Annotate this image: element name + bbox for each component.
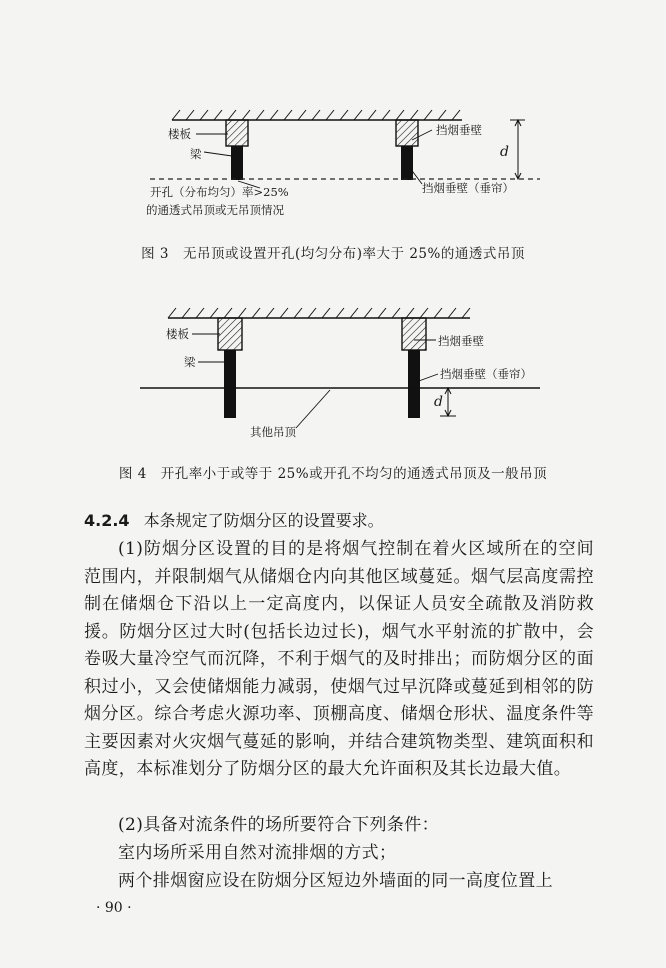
barrier-curtain-label: 挡烟垂壁（垂帘）: [422, 181, 514, 195]
other-ceiling-label: 其他吊顶: [250, 425, 296, 439]
figure-4: [0, 300, 666, 450]
beam-left: [218, 318, 242, 418]
beam-label: 梁: [190, 147, 202, 161]
figure-4-diagram: [0, 300, 666, 450]
beam-left: [226, 120, 248, 180]
beam-label: 梁: [184, 355, 196, 369]
paragraph-4: 两个排烟窗应设在防烟分区短边外墙面的同一高度位置上: [118, 871, 553, 891]
slab-label: 楼板: [166, 327, 189, 341]
paragraph-2: (2)具备对流条件的场所要符合下列条件：: [118, 815, 440, 835]
slab-line: [168, 308, 470, 318]
beam-right: [396, 120, 418, 180]
slab-label: 楼板: [168, 127, 191, 141]
smoke-barrier-label: 挡烟垂壁: [436, 123, 482, 137]
section-heading: [84, 508, 384, 531]
page-number: · 90 ·: [96, 900, 132, 916]
dimension-d: [510, 120, 525, 179]
d-label: d: [434, 394, 443, 410]
figure-3-caption: 图 3 无吊顶或设置开孔(均匀分布)率大于 25%的通透式吊顶: [141, 246, 525, 262]
d-label: d: [500, 144, 509, 160]
smoke-barrier-label: 挡烟垂壁: [438, 334, 484, 348]
beam-right: [402, 318, 426, 418]
slab-line: [172, 110, 462, 120]
opening-rate-label-2: 的通透式吊顶或无吊顶情况: [146, 203, 284, 217]
section-number: 4.2.4: [84, 511, 130, 530]
figure-3: [0, 90, 666, 230]
barrier-curtain-label: 挡烟垂壁（垂帘）: [440, 367, 532, 381]
paragraph-3: 室内场所采用自然对流排烟的方式；: [118, 843, 397, 863]
section-title: 本条规定了防烟分区的设置要求。: [143, 511, 384, 530]
opening-rate-label: 开孔（分布均匀）率>25%: [150, 185, 289, 199]
figure-4-caption: 图 4 开孔率小于或等于 25%或开孔不均匀的通透式吊顶及一般吊顶: [118, 466, 548, 482]
figure-3-diagram: [0, 90, 666, 230]
paragraph-1: (1)防烟分区设置的目的是将烟气控制在着火区域所在的空间范围内，并限制烟气从储烟仓内向其他区域蔓延。烟气层高度需控制在储烟仓下沿以上一定高度内，以保证人员安全疏散及消防救援。防烟分区过大时(包括长边过长)，烟气水平射流的扩散中，会卷吸大量冷空气而沉降，不利于烟气的及时排出；而防烟分区的面积过小，又会使储烟能力减弱，使烟气过早沉降或蔓延到相邻的防烟分区。综合考虑火源功率、顶棚高度、储烟仓形状、温度条件等主要因素对火灾烟气蔓延的影响，并结合建筑物类型、建筑面积和高度，本标准划分了防烟分区的最大允许面积及其长边最大值。: [84, 539, 594, 779]
